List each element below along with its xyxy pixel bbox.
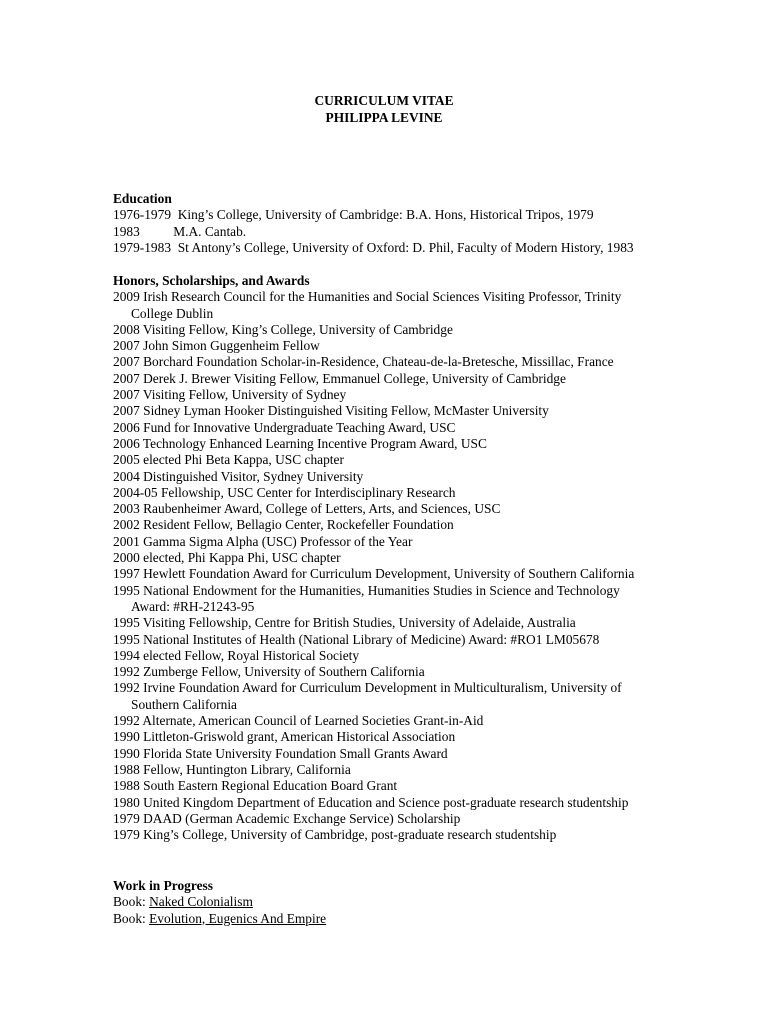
honor-item: 1997 Hewlett Foundation Award for Curriculum Development, University of Southern California	[113, 566, 635, 582]
honor-item: 2006 Technology Enhanced Learning Incentive Program Award, USC	[113, 435, 487, 451]
education-line: 1979-1983 St Antony’s College, University of Oxford: D. Phil, Faculty of Modern History, 1983	[113, 239, 634, 255]
honor-item: 2002 Resident Fellow, Bellagio Center, Rockefeller Foundation	[113, 517, 454, 533]
education-line: 1983 M.A. Cantab.	[113, 223, 247, 239]
honor-item: 2007 John Simon Guggenheim Fellow	[113, 338, 320, 354]
work-item-prefix: Book:	[113, 894, 150, 910]
honor-item: 1990 Littleton-Griswold grant, American Historical Association	[113, 729, 456, 745]
honor-item: 2007 Visiting Fellow, University of Sydney	[113, 387, 347, 403]
work-item	[113, 911, 713, 927]
title-block	[0, 93, 768, 126]
honor-item: 1979 DAAD (German Academic Exchange Service) Scholarship	[113, 810, 461, 826]
honor-item: 2004 Distinguished Visitor, Sydney University	[113, 468, 364, 484]
honor-item: 2009 Irish Research Council for the Humanities and Social Sciences Visiting Professor, Trinity College Dublin	[113, 289, 622, 321]
honor-item: 1992 Irvine Foundation Award for Curriculum Development in Multiculturalism, University of Southern California	[113, 680, 622, 712]
honor-item: 2003 Raubenheimer Award, College of Letters, Arts, and Sciences, USC	[113, 501, 501, 517]
honor-item: 2007 Sidney Lyman Hooker Distinguished Visiting Fellow, McMaster University	[113, 403, 549, 419]
document-title: CURRICULUM VITAE	[314, 93, 454, 108]
work-section	[113, 878, 713, 927]
honor-item: 1990 Florida State University Foundation Small Grants Award	[113, 745, 448, 761]
author-name: PHILIPPA LEVINE	[325, 109, 443, 125]
education-line: 1976-1979 King’s College, University of Cambridge: B.A. Hons, Historical Tripos, 1979	[113, 207, 594, 223]
honor-item: 2007 Borchard Foundation Scholar-in-Residence, Chateau-de-la-Bretesche, Missillac, France	[113, 354, 614, 370]
honor-item: 1979 King’s College, University of Cambridge, post-graduate research studentship	[113, 827, 557, 843]
work-item-title-link[interactable]: Naked Colonialism	[149, 894, 253, 910]
honor-item: 1988 South Eastern Regional Education Board Grant	[113, 778, 398, 794]
honor-item: 1980 United Kingdom Department of Education and Science post-graduate research studentship	[113, 794, 629, 810]
honor-item: 1992 Zumberge Fellow, University of Southern California	[113, 664, 425, 680]
honor-item: 2000 elected, Phi Kappa Phi, USC chapter	[113, 550, 341, 566]
work-item-prefix: Book:	[113, 910, 150, 926]
honor-item: 2006 Fund for Innovative Undergraduate Teaching Award, USC	[113, 419, 456, 435]
honor-item: 2008 Visiting Fellow, King’s College, University of Cambridge	[113, 321, 453, 337]
honors-heading: Honors, Scholarships, and Awards	[113, 273, 310, 288]
honor-item: 1995 National Institutes of Health (National Library of Medicine) Award: #RO1 LM05678	[113, 631, 600, 647]
education-heading: Education	[113, 191, 172, 206]
education-section	[113, 191, 713, 256]
honor-item: 2001 Gamma Sigma Alpha (USC) Professor of the Year	[113, 533, 413, 549]
honor-item: 1992 Alternate, American Council of Learned Societies Grant-in-Aid	[113, 713, 484, 729]
honor-item: 2005 elected Phi Beta Kappa, USC chapter	[113, 452, 344, 468]
honor-item: 2007 Derek J. Brewer Visiting Fellow, Emmanuel College, University of Cambridge	[113, 370, 566, 386]
honor-item: 1994 elected Fellow, Royal Historical Society	[113, 647, 360, 663]
honor-item: 1995 Visiting Fellowship, Centre for British Studies, University of Adelaide, Australia	[113, 615, 576, 631]
honors-section	[113, 273, 661, 843]
work-heading: Work in Progress	[113, 878, 213, 893]
honor-item: 1988 Fellow, Huntington Library, California	[113, 761, 351, 777]
honor-item: 2004-05 Fellowship, USC Center for Interdisciplinary Research	[113, 484, 456, 500]
work-item	[113, 894, 713, 910]
work-item-title-link[interactable]: Evolution, Eugenics And Empire	[149, 910, 327, 926]
honor-item: 1995 National Endowment for the Humanities, Humanities Studies in Science and Technology Award: #RH-21243-95	[113, 582, 620, 614]
